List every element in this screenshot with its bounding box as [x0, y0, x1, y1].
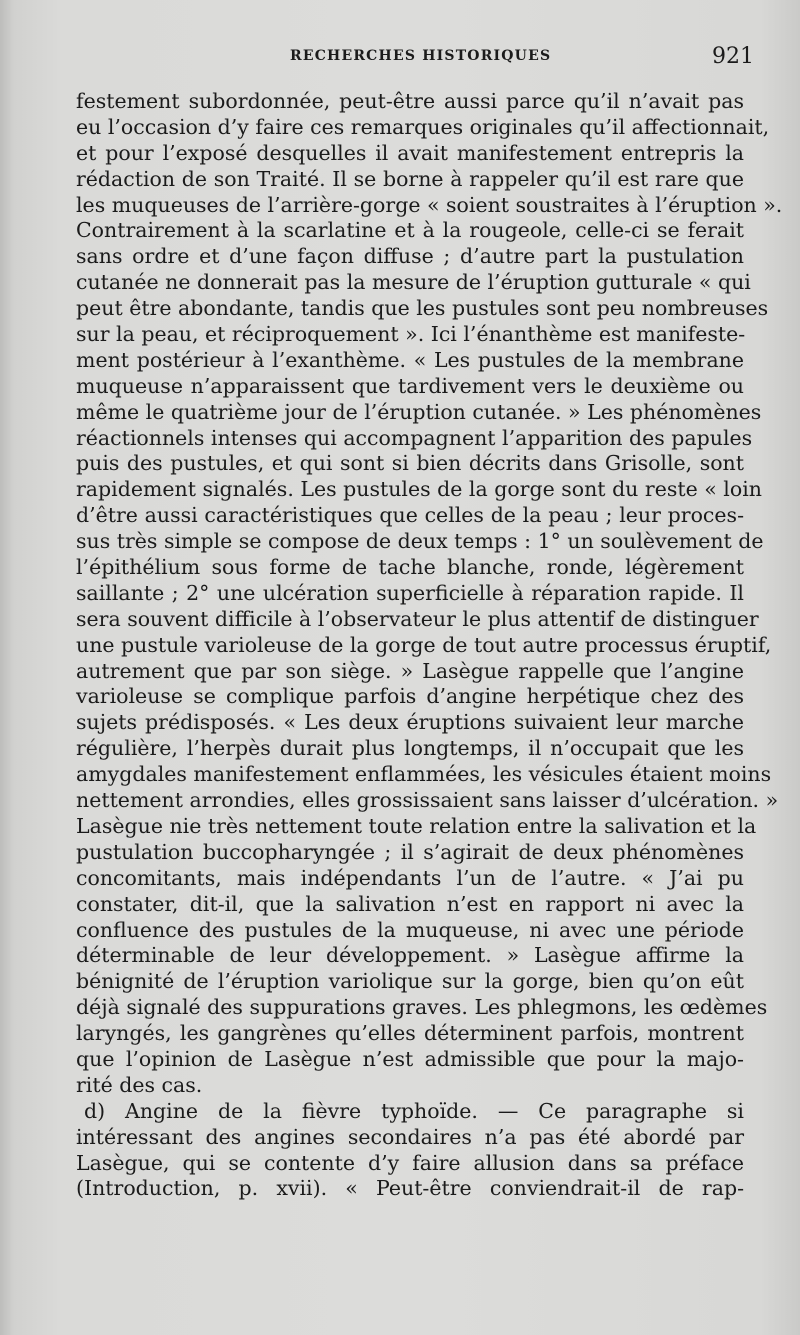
text-line: déterminable de leur développement. » Lasègue affirme la: [76, 943, 744, 968]
text-line: rédaction de son Traité. Il se borne à rappeler qu’il est rare que: [76, 166, 744, 191]
text-line: sans ordre et d’une façon diffuse ; d’autre part la pustulation: [76, 244, 744, 269]
text-line: rité des cas.: [76, 1072, 203, 1097]
text-line: pustulation buccopharyngée ; il s’agirait de deux phénomènes: [76, 839, 744, 864]
text-line: d) Angine de la fièvre typhoïde. — Ce paragraphe si: [84, 1098, 744, 1123]
text-line: concomitants, mais indépendants l’un de l’autre. « J’ai pu: [76, 865, 744, 890]
text-line: une pustule varioleuse de la gorge de tout autre processus éruptif,: [76, 632, 772, 657]
text-line: sus très simple se compose de deux temps : 1° un soulèvement de: [76, 529, 764, 554]
running-head: RECHERCHES HISTORIQUES: [290, 48, 552, 64]
text-line: régulière, l’herpès durait plus longtemps, il n’occupait que les: [76, 736, 744, 761]
text-line: et pour l’exposé desquelles il avait manifestement entrepris la: [76, 140, 744, 165]
text-line: eu l’occasion d’y faire ces remarques originales qu’il affectionnait,: [76, 114, 770, 139]
text-line: autrement que par son siège. » Lasègue rappelle que l’angine: [76, 658, 744, 683]
text-line: d’être aussi caractéristiques que celles de la peau ; leur proces-: [76, 503, 744, 528]
text-line: sur la peau, et réciproquement ». Ici l’énanthème est manifeste-: [76, 322, 746, 347]
text-line: sera souvent difficile à l’observateur le plus attentif de distinguer: [76, 606, 759, 631]
text-line: constater, dit-il, que la salivation n’est en rapport ni avec la: [76, 891, 744, 916]
text-line: les muqueuses de l’arrière-gorge « soient soustraites à l’éruption ».: [76, 192, 783, 217]
body-text: [76, 89, 783, 1202]
text-line: nettement arrondies, elles grossissaient sans laisser d’ulcération. »: [76, 788, 779, 813]
text-line: laryngés, les gangrènes qu’elles déterminent parfois, montrent: [76, 1021, 744, 1046]
text-line: rapidement signalés. Les pustules de la gorge sont du reste « loin: [76, 477, 762, 502]
text-line: Lasègue, qui se contente d’y faire allusion dans sa préface: [76, 1150, 744, 1175]
text-line: puis des pustules, et qui sont si bien décrits dans Grisolle, sont: [76, 451, 744, 476]
text-line: réactionnels intenses qui accompagnent l’apparition des papules: [76, 425, 753, 450]
text-line: l’épithélium sous forme de tache blanche, ronde, légèrement: [76, 555, 744, 580]
text-line: peut être abondante, tandis que les pustules sont peu nombreuses: [76, 296, 769, 321]
text-line: (Introduction, p. xvii). « Peut-être conviendrait-il de rap-: [76, 1176, 744, 1201]
text-line: sujets prédisposés. « Les deux éruptions suivaient leur marche: [76, 710, 744, 735]
text-line: muqueuse n’apparaissent que tardivement vers le deuxième ou: [76, 373, 744, 398]
text-line: varioleuse se complique parfois d’angine herpétique chez des: [76, 684, 744, 709]
text-line: même le quatrième jour de l’éruption cutanée. » Les phénomènes: [76, 399, 762, 424]
page-header: [0, 46, 800, 70]
text-line: Contrairement à la scarlatine et à la rougeole, celle-ci se ferait: [76, 218, 744, 243]
text-line: que l’opinion de Lasègue n’est admissible que pour la majo-: [76, 1046, 744, 1071]
page-number: 921: [712, 44, 754, 69]
text-line: Lasègue nie très nettement toute relation entre la salivation et la: [76, 813, 757, 838]
text-line: festement subordonnée, peut-être aussi parce qu’il n’avait pas: [76, 89, 744, 113]
text-line: confluence des pustules de la muqueuse, ni avec une période: [76, 917, 744, 942]
text-line: intéressant des angines secondaires n’a pas été abordé par: [76, 1124, 744, 1149]
text-line: bénignité de l’éruption variolique sur la gorge, bien qu’on eût: [76, 969, 744, 994]
text-line: saillante ; 2° une ulcération superficielle à réparation rapide. Il: [76, 580, 744, 605]
text-line: amygdales manifestement enflammées, les vésicules étaient moins: [76, 762, 772, 787]
text-line: ment postérieur à l’exanthème. « Les pustules de la membrane: [76, 347, 744, 372]
text-line: cutanée ne donnerait pas la mesure de l’éruption gutturale « qui: [76, 270, 751, 295]
text-line: déjà signalé des suppurations graves. Les phlegmons, les œdèmes: [76, 995, 768, 1020]
